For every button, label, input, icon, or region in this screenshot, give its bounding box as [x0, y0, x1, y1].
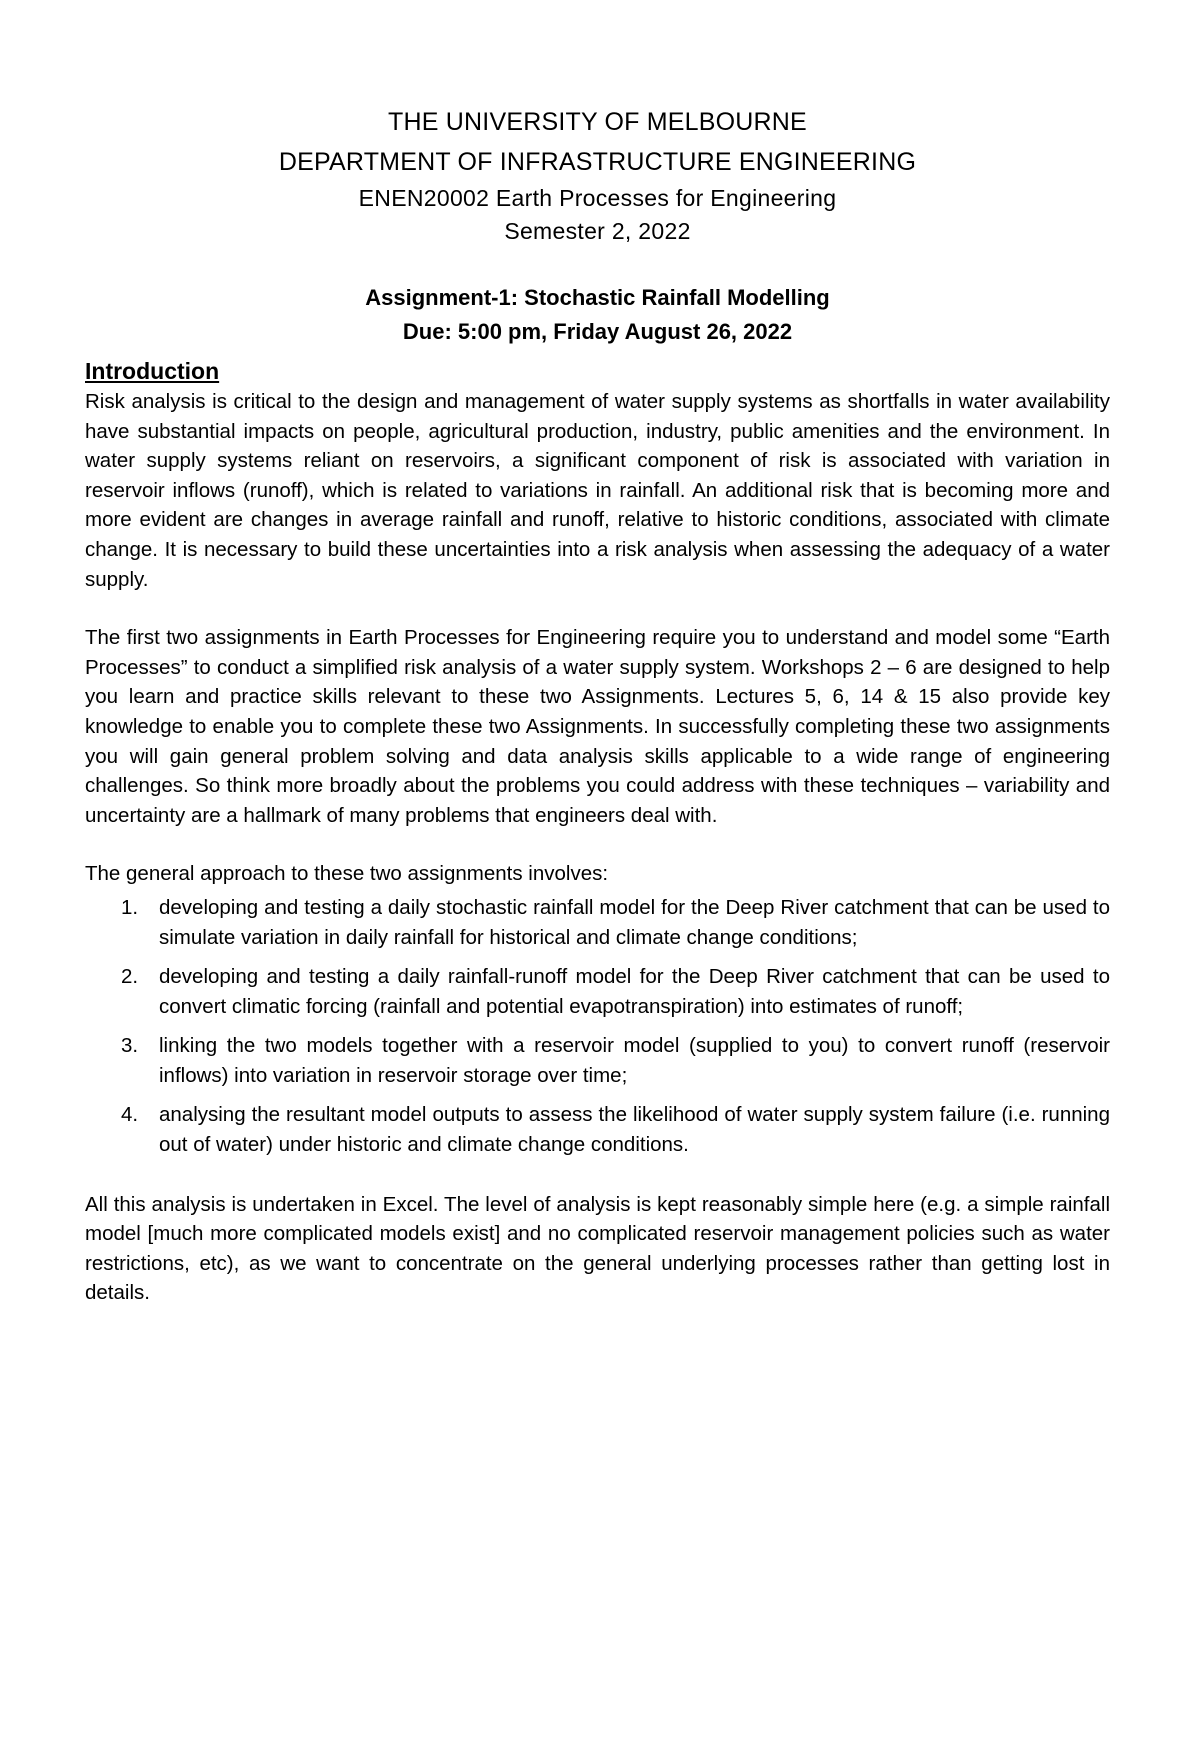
document-page — [85, 102, 1110, 1308]
list-item-number: 4. — [121, 1103, 139, 1127]
list-item-number: 3. — [121, 1034, 139, 1058]
list-item — [85, 1031, 1110, 1090]
department-name: DEPARTMENT OF INFRASTRUCTURE ENGINEERING — [278, 148, 917, 176]
assignment-title: Assignment-1: Stochastic Rainfall Modelling — [365, 285, 830, 310]
closing-paragraph: All this analysis is undertaken in Excel. The level of analysis is kept reasonably simple here (e.g. a simple rainfall model [much more complicated models exist] and no complicated reservoir management policies such as water restrictions, etc), as we want to concentrate on the general underlying processes rather than getting lost in details. — [85, 1192, 1110, 1305]
approach-steps-list — [85, 893, 1110, 1160]
list-item-number: 2. — [121, 965, 139, 989]
list-item — [85, 962, 1110, 1021]
list-item-text: analysing the resultant model outputs to assess the likelihood of water supply system failure (i.e. running out of water) under historic and climate change conditions. — [159, 1103, 1110, 1157]
semester-label: Semester 2, 2022 — [504, 218, 691, 244]
due-date: Due: 5:00 pm, Friday August 26, 2022 — [402, 319, 793, 344]
list-item-number: 1. — [121, 895, 139, 919]
introduction-heading: Introduction — [85, 358, 220, 384]
document-header — [85, 102, 1110, 349]
list-item-text: developing and testing a daily rainfall-runoff model for the Deep River catchment that can be used to convert climatic forcing (rainfall and potential evapotranspiration) into estimates of runoff; — [159, 965, 1110, 1018]
intro-paragraph-1: Risk analysis is critical to the design and management of water supply systems as shortfalls in water availability have substantial impacts on people, agricultural production, industry, public amenities and the environment. In water supply systems reliant on reservoirs, a significant component of risk is associated with variation in reservoir inflows (runoff), which is related to variations in rainfall. An additional risk that is becoming more and more evident are changes in average rainfall and runoff, relative to historic conditions, associated with climate change. It is necessary to build these uncertainties into a risk analysis when assessing the adequacy of a water supply. — [85, 390, 1110, 591]
approach-intro: The general approach to these two assignments involves: — [85, 862, 609, 886]
list-item-text: developing and testing a daily stochastic rainfall model for the Deep River catchment that can be used to simulate variation in daily rainfall for historical and climate change conditions; — [159, 895, 1110, 949]
list-item — [85, 893, 1110, 952]
list-item-text: linking the two models together with a reservoir model (supplied to you) to convert runoff (reservoir inflows) into variation in reservoir storage over time; — [159, 1034, 1110, 1087]
intro-paragraph-2: The first two assignments in Earth Processes for Engineering require you to understand and model some “Earth Processes” to conduct a simplified risk analysis of a water supply system. Workshops 2 – 6 are designed to help you learn and practice skills relevant to these two Assignments. Lectures 5, 6, 14 & 15 also provide key knowledge to enable you to complete these two Assignments. In successfully completing these two assignments you will gain general problem solving and data analysis skills applicable to a wide range of engineering challenges. So think more broadly about the problems you could address with these techniques – variability and uncertainty are a hallmark of many problems that engineers deal with. — [85, 626, 1110, 827]
university-name: THE UNIVERSITY OF MELBOURNE — [388, 108, 807, 136]
list-item — [85, 1100, 1110, 1159]
course-title: ENEN20002 Earth Processes for Engineering — [358, 185, 837, 211]
